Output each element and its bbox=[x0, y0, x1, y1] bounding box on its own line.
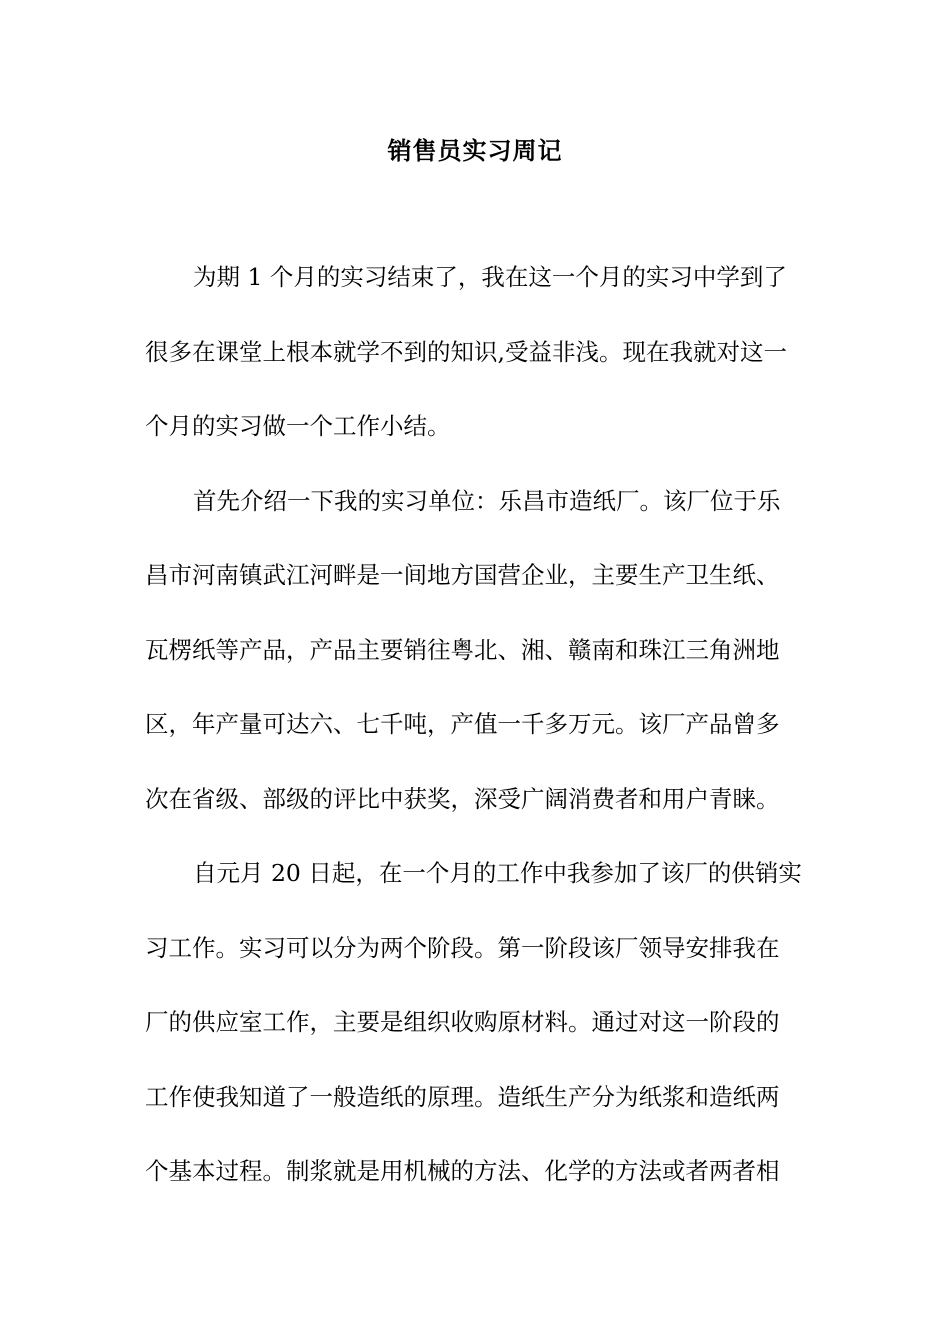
paragraph-line: 个基本过程。制浆就是用机械的方法、化学的方法或者两者相 bbox=[145, 1157, 780, 1185]
paragraph-line: 昌市河南镇武江河畔是一间地方国营企业，主要生产卫生纸、 bbox=[145, 561, 780, 589]
paragraph-line: 自元月 20 日起，在一个月的工作中我参加了该厂的供销实 bbox=[193, 859, 802, 887]
paragraph-line: 瓦楞纸等产品，产品主要销往粤北、湘、赣南和珠江三角洲地 bbox=[145, 635, 780, 664]
paragraph-line: 个月的实习做一个工作小结。 bbox=[145, 412, 451, 440]
paragraph-line: 厂的供应室工作，主要是组织收购原材料。通过对这一阶段的 bbox=[145, 1008, 780, 1036]
paragraph-line: 首先介绍一下我的实习单位：乐昌市造纸厂。该厂位于乐 bbox=[193, 486, 781, 515]
document-body bbox=[145, 256, 805, 1225]
paragraph-line: 工作使我知道了一般造纸的原理。造纸生产分为纸浆和造纸两 bbox=[145, 1082, 780, 1111]
paragraph-line: 习工作。实习可以分为两个阶段。第一阶段该厂领导安排我在 bbox=[145, 933, 780, 962]
document-title: 销售员实习周记 bbox=[387, 137, 563, 165]
paragraph-line: 区，年产量可达六、七千吨，产值一千多万元。该厂产品曾多 bbox=[145, 710, 780, 738]
paragraph-line: 次在省级、部级的评比中获奖，深受广阔消费者和用户青睐。 bbox=[145, 784, 780, 813]
paragraph-line: 为期 1 个月的实习结束了，我在这一个月的实习中学到了 bbox=[193, 263, 787, 291]
paragraph-line: 很多在课堂上根本就学不到的知识,受益非浅。现在我就对这一 bbox=[145, 337, 787, 366]
